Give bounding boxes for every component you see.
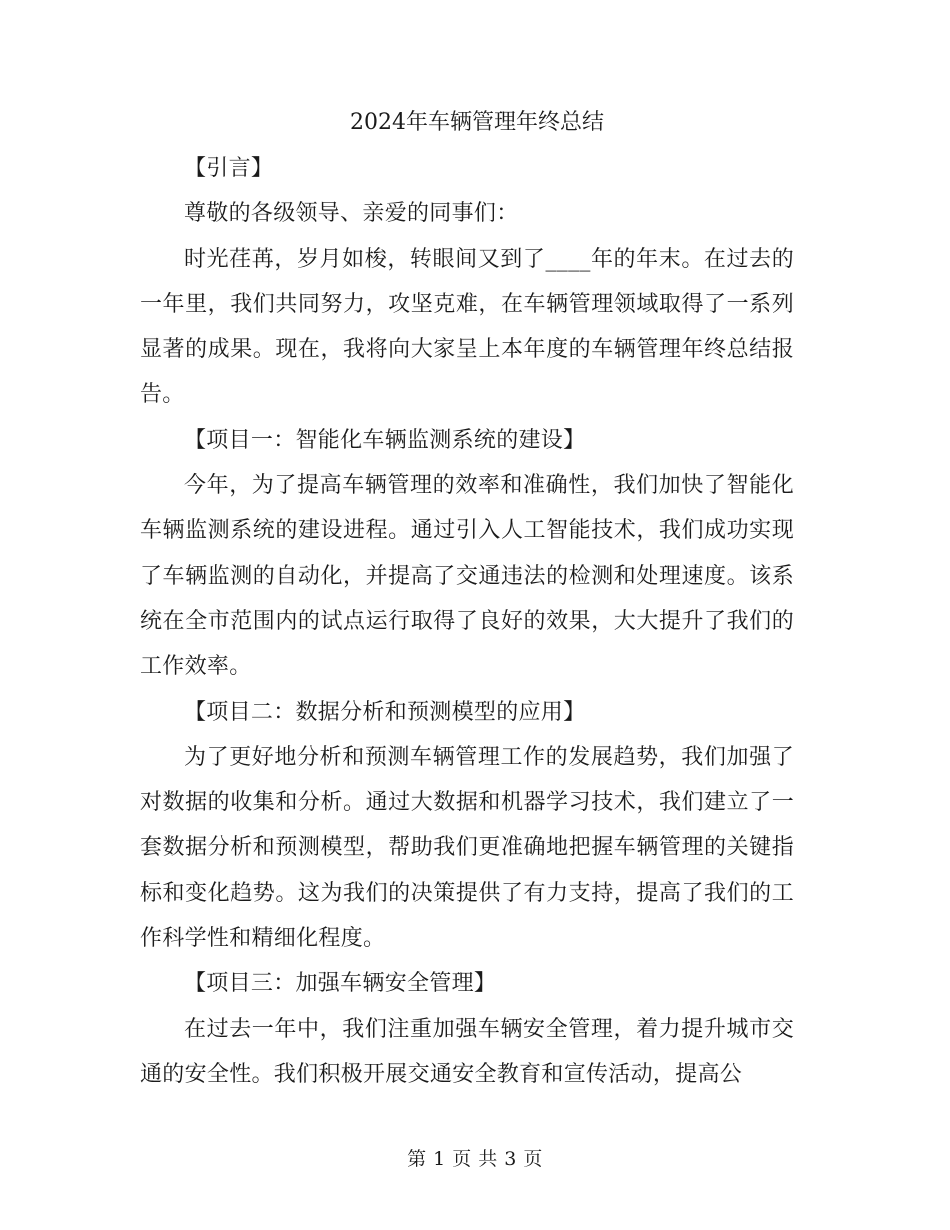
salutation: 尊敬的各级领导、亲爱的同事们：	[184, 201, 519, 227]
section-heading-project-2: 【项目二：数据分析和预测模型的应用】	[184, 699, 586, 725]
paragraph-project-2: 为了更好地分析和预测车辆管理工作的发展趋势，我们加强了对数据的收集和分析。通过大数据和机器学习技术，我们建立了一套数据分析和预测模型，帮助我们更准确地把握车辆管理的关键指标和变化趋势。这为我们的决策提供了有力支持，提高了我们的工作科学性和精细化程度。	[140, 744, 794, 952]
document-title: 2024年车辆管理年终总结	[350, 110, 604, 135]
document-body	[140, 100, 794, 1097]
paragraph-intro: 时光荏苒，岁月如梭，转眼间又到了____年的年末。在过去的一年里，我们共同努力，攻坚克难，在车辆管理领域取得了一系列显著的成果。现在，我将向大家呈上本年度的车辆管理年终总结报告。	[140, 246, 794, 408]
section-heading-intro: 【引言】	[184, 156, 274, 181]
section-heading-project-1: 【项目一：智能化车辆监测系统的建设】	[184, 427, 586, 453]
paragraph-project-3: 在过去一年中，我们注重加强车辆安全管理，着力提升城市交通的安全性。我们积极开展交通安全教育和宣传活动，提高公	[140, 1016, 794, 1087]
page-footer: 第 1 页 共 3 页	[407, 1148, 543, 1170]
paragraph-project-1: 今年，为了提高车辆管理的效率和准确性，我们加快了智能化车辆监测系统的建设进程。通过引入人工智能技术，我们成功实现了车辆监测的自动化，并提高了交通违法的检测和处理速度。该系统在全市范围内的试点运行取得了良好的效果，大大提升了我们的工作效率。	[140, 473, 794, 680]
section-heading-project-3: 【项目三：加强车辆安全管理】	[184, 971, 497, 997]
